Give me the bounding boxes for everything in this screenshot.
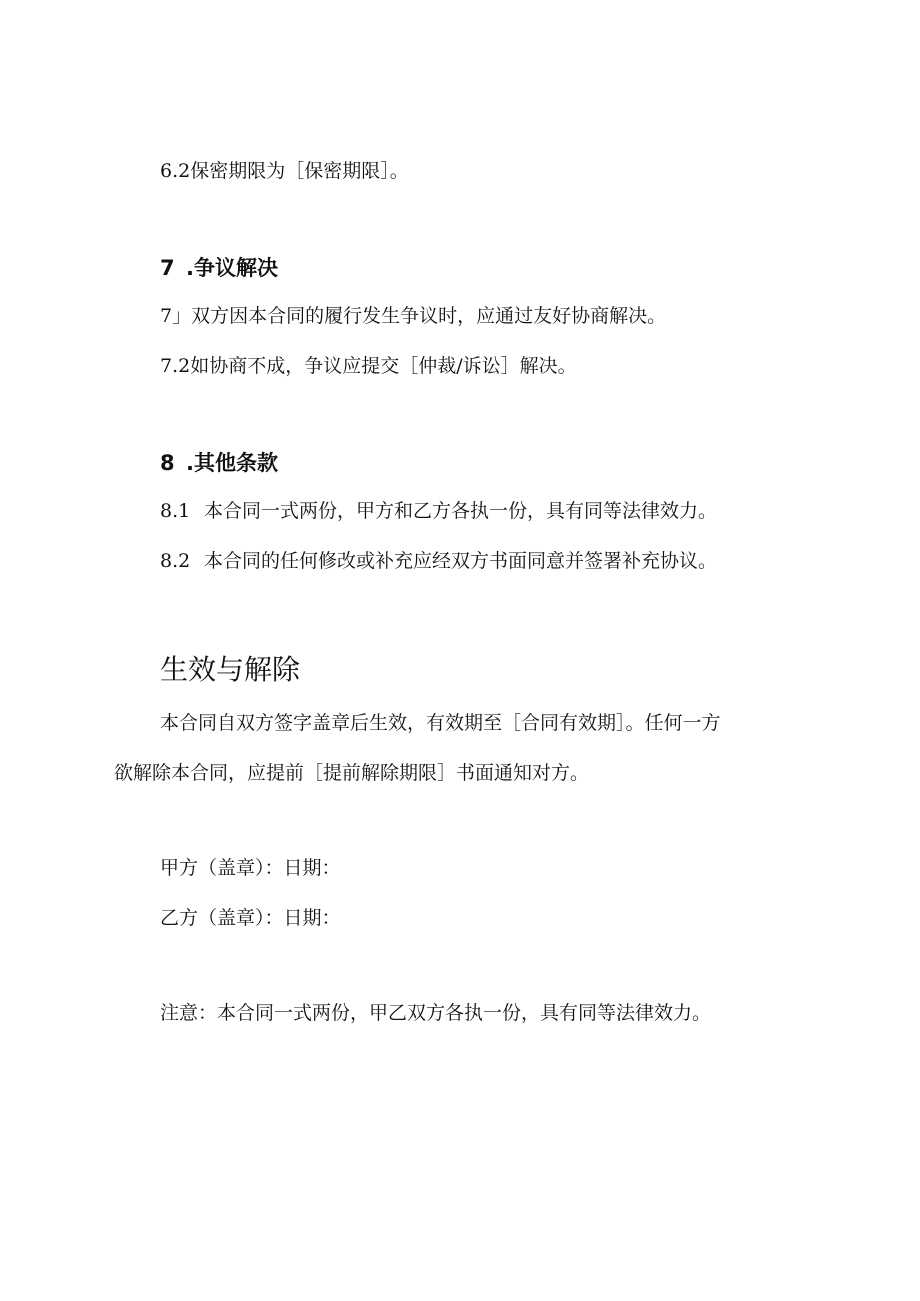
- clause-8-2-number: 8.2: [160, 550, 191, 572]
- clause-8-1-text: 本合同一式两份，甲方和乙方各执一份，具有同等法律效力。: [204, 500, 718, 522]
- effect-section-title: 生效与解除: [160, 653, 301, 686]
- note-text: 注意：本合同一式两份，甲乙双方各执一份，具有同等法律效力。: [160, 1002, 712, 1024]
- clause-7-2: 7.2如协商不成，争议应提交［仲裁/诉讼］解决。: [160, 355, 577, 377]
- clause-8-1: [160, 498, 717, 524]
- clause-8-1-number: 8.1: [160, 500, 191, 522]
- clause-7-1: 7」双方因本合同的履行发生争议时，应通过友好协商解决。: [160, 305, 667, 327]
- section-7-number: 7: [160, 256, 175, 280]
- clause-6-2: 6.2保密期限为［保密期限］。: [160, 160, 409, 182]
- party-b-signature: 乙方（盖章）：日期：: [160, 907, 341, 929]
- clause-8-2: [160, 548, 717, 574]
- effect-paragraph-line-2: 欲解除本合同，应提前［提前解除期限］书面通知对方。: [114, 762, 590, 784]
- effect-paragraph-line-1: 本合同自双方签字盖章后生效，有效期至［合同有效期］。任何一方: [160, 712, 721, 734]
- section-8-heading: [160, 449, 278, 477]
- party-a-signature: 甲方（盖章）：日期：: [160, 857, 341, 879]
- section-7-heading: [160, 254, 278, 282]
- section-8-number: 8: [160, 451, 175, 475]
- clause-8-2-text: 本合同的任何修改或补充应经双方书面同意并签署补充协议。: [204, 550, 718, 572]
- section-7-title: .争议解决: [186, 256, 278, 280]
- section-8-title: .其他条款: [186, 451, 278, 475]
